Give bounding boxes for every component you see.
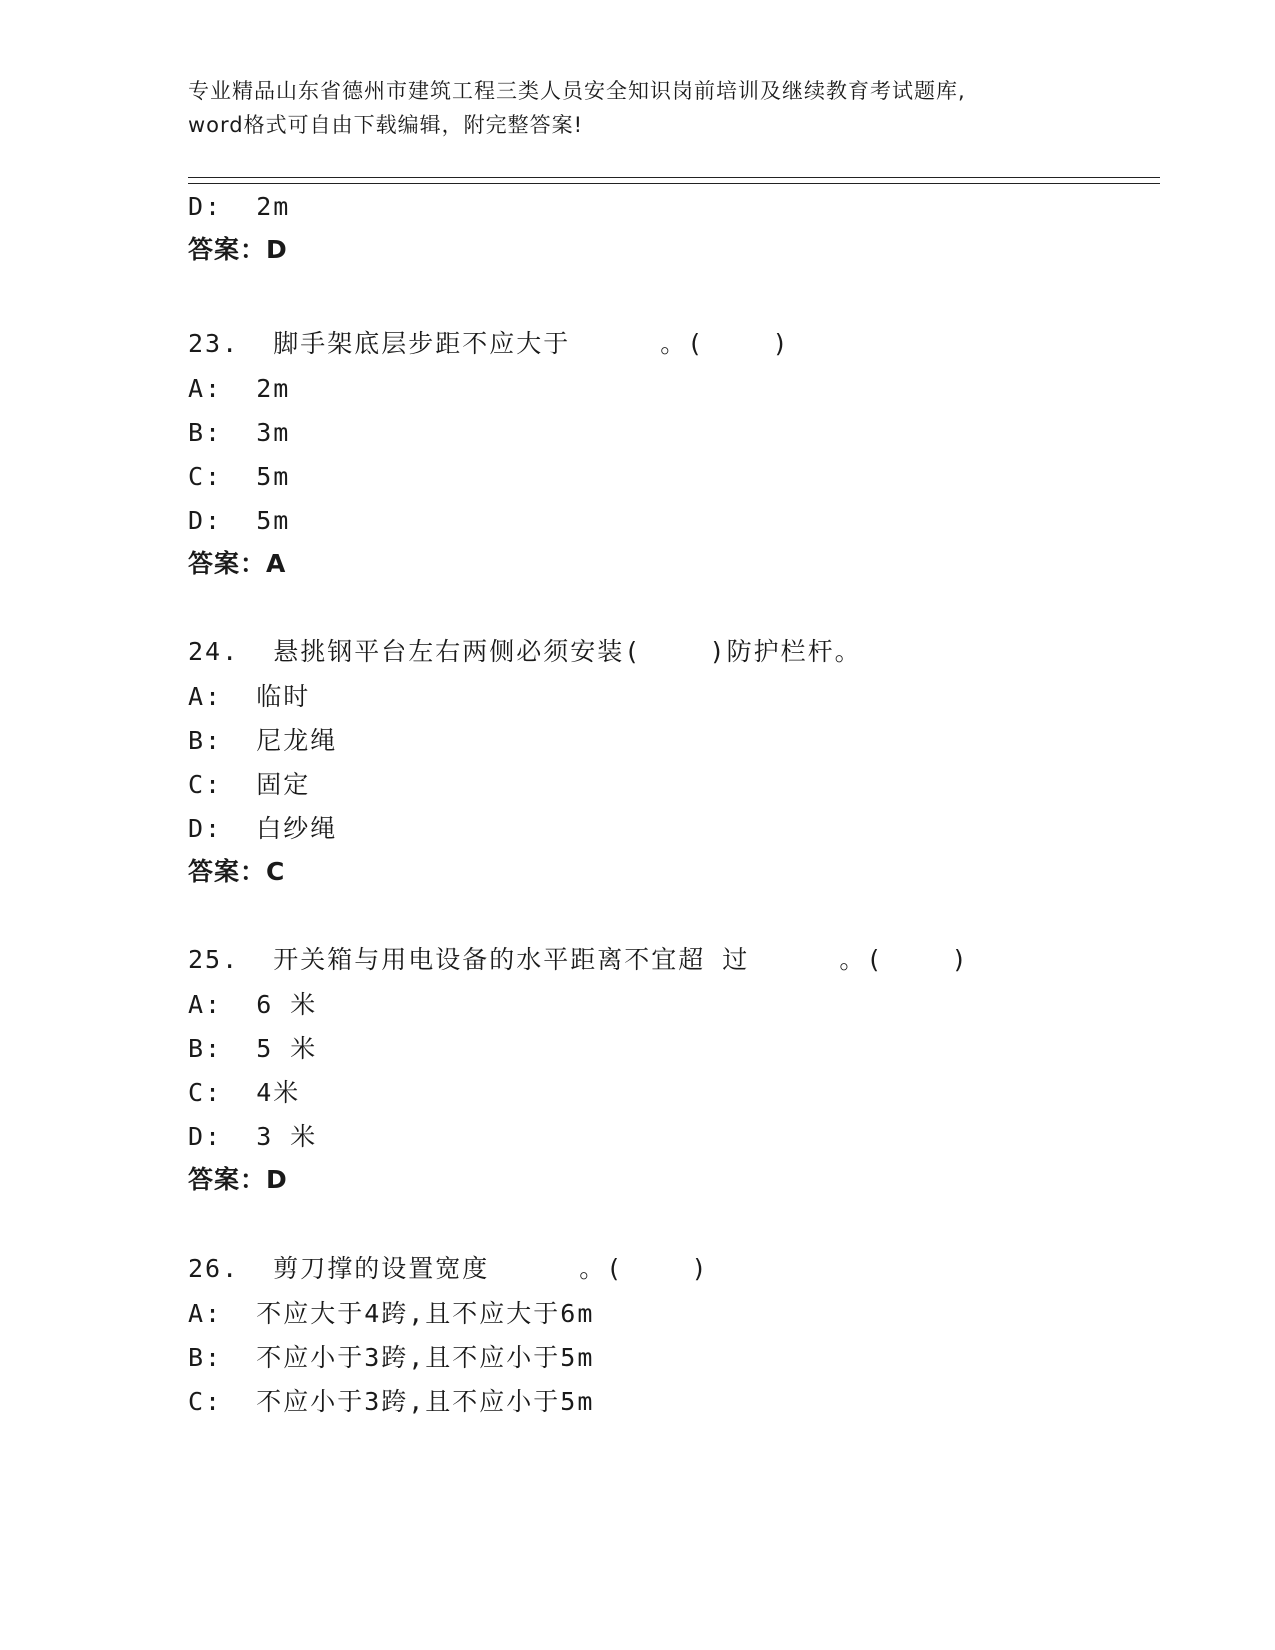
question-stem: 24. 悬挑钢平台左右两侧必须安装( )防护栏杆。 bbox=[188, 637, 862, 666]
stem-paren: 。( ) bbox=[839, 945, 969, 974]
option-b: B: 不应小于3跨,且不应小于5m bbox=[188, 1343, 595, 1372]
answer: 答案：C bbox=[188, 857, 286, 886]
header-line-2: word格式可自由下载编辑，附完整答案! bbox=[188, 113, 584, 137]
header-rule-bottom bbox=[188, 183, 1160, 184]
option-a: A: 临时 bbox=[188, 682, 311, 711]
question-stem bbox=[188, 1253, 709, 1285]
document-header bbox=[188, 74, 1088, 142]
option-c: C: 不应小于3跨,且不应小于5m bbox=[188, 1387, 595, 1416]
stem-text: 26. 剪刀撑的设置宽度 bbox=[188, 1254, 490, 1283]
option-d: D: 5m bbox=[188, 506, 291, 535]
option-d: D: 2m bbox=[188, 192, 291, 221]
header-line-1: 专业精品山东省德州市建筑工程三类人员安全知识岗前培训及继续教育考试题库, bbox=[188, 79, 966, 103]
option-a: A: 不应大于4跨,且不应大于6m bbox=[188, 1299, 595, 1328]
question-stem bbox=[188, 328, 790, 360]
answer: 答案：D bbox=[188, 235, 288, 264]
option-b: B: 3m bbox=[188, 418, 291, 447]
option-d: D: 3 米 bbox=[188, 1122, 318, 1151]
option-c: C: 5m bbox=[188, 462, 291, 491]
question-stem bbox=[188, 944, 969, 976]
option-a: A: 6 米 bbox=[188, 990, 318, 1019]
option-c: C: 4米 bbox=[188, 1078, 301, 1107]
stem-text: 25. 开关箱与用电设备的水平距离不宜超 过 bbox=[188, 945, 750, 974]
option-a: A: 2m bbox=[188, 374, 291, 403]
answer: 答案：A bbox=[188, 549, 287, 578]
stem-text: 23. 脚手架底层步距不应大于 bbox=[188, 329, 571, 358]
stem-paren: 。( ) bbox=[579, 1254, 709, 1283]
answer: 答案：D bbox=[188, 1165, 288, 1194]
stem-paren: 。( ) bbox=[660, 329, 790, 358]
option-b: B: 尼龙绳 bbox=[188, 726, 338, 755]
header-rule-top bbox=[188, 177, 1160, 178]
option-b: B: 5 米 bbox=[188, 1034, 318, 1063]
option-c: C: 固定 bbox=[188, 770, 311, 799]
option-d: D: 白纱绳 bbox=[188, 814, 338, 843]
